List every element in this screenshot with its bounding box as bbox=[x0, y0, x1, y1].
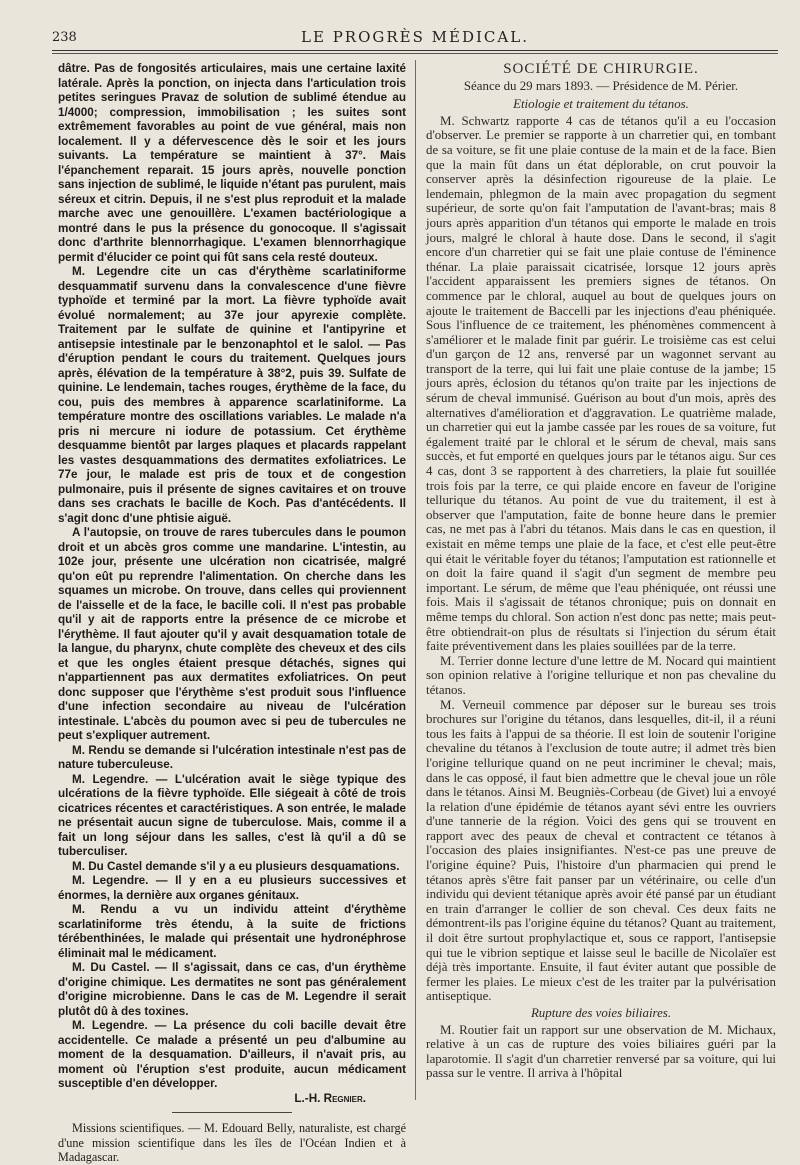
paragraph: M. Legendre. — L'ulcération avait le siège typique des ulcérations de la fièvre typhoïde. Elle siégeait à côté de trois cicatrices récentes et caractéristiques. A son entrée, le malade ne présentait aucun signe de tuberculose. Mais, comme il a fait un long séjour dans les salles, c'est là qu'il a dû se tuberculiser. bbox=[58, 772, 406, 858]
right-column bbox=[426, 62, 776, 1102]
seance-line: Séance du 29 mars 1893. — Présidence de M. Périer. bbox=[463, 78, 739, 93]
paragraph: M. Rendu se demande si l'ulcération intestinale n'est pas de nature tuberculeuse. bbox=[58, 743, 406, 771]
paragraph: M. Legendre. — La présence du coli bacille devait être accidentelle. Ce malade a présenté un peu d'albumine au moment de la desquamation. D'ailleurs, il n'avait pris, au moment où l'éruption s'est produite, aucun médicament susceptible d'en développer. bbox=[58, 1019, 406, 1090]
paragraph: A l'autopsie, on trouve de rares tubercules dans le poumon droit et un abcès gros comme une mandarine. L'intestin, au 102e jour, présente une ulcération non cicatrisée, malgré qu'on eût pu reprendre l'alimentation. On cherche dans les squames un microbe. On trouve, dans celles qui proviennent de l'aisselle et de la face, le bacille coli. Il n'est pas probable qu'il y ait de rapports entre la présence de ce microbe et l'érythème. Il faut ajouter qu'il y avait desquamation totale de la langue, du pharynx, chute complète des cheveux et des cils et que les ongles étaient presque détachés, signes qui n'appartiennent pas aux dermatites exfoliatrices. On peut donc supposer que l'érythème s'est produit sous l'influence d'une infection secondaire au niveau de l'ulcération intestinale. L'abcès du poumon avec si peu de tubercules ne peut s'expliquer autrement. bbox=[58, 526, 406, 742]
section-rule bbox=[172, 1112, 292, 1113]
paragraph: M. Legendre. — Il y en a eu plusieurs successives et énormes, la dernière aux organes génitaux. bbox=[58, 874, 406, 902]
author-signature: L.-H. Regnier. bbox=[294, 1091, 366, 1105]
missions-notice: Missions scientifiques. — M. Edouard Belly, naturaliste, est chargé d'une mission scientifique dans les îles de l'Océan Indien et à Madagascar. bbox=[58, 1121, 406, 1164]
paragraph: dâtre. Pas de fongosités articulaires, mais une certaine laxité latérale. Après la ponction, on injecta dans l'articulation trois petites seringues Pravaz de solution de sublimé étendue au 1/4000; compression, immobilisation ; les suites sont extrêmement favorables au point de vue général, mais non localement. Il y a défervescence dès le soir et les jours suivants. La température se maintient à 37°. Mais l'épanchement reparait. 15 jours après, nouvelle ponction sans injection de sublimé, le liquide n'étant pas purulent, mais séreux et citrin. Depuis, il ne s'est plus reproduit et la malade marche avec une genouillère. L'examen bactériologique a montré dans le pus la présence du gonocoque. Il s'agissait donc d'arthrite blennorrhagique. L'examen blennorrhagique permit d'élucider ce point qui fût sans cela resté douteux. bbox=[58, 62, 406, 264]
paragraph: M. Rendu a vu un individu atteint d'érythème scarlatiniforme très étendu, à la suite de frictions térébenthinées, le malade qui présentait une hydronéphrose éliminait mal le médicament. bbox=[58, 903, 406, 960]
society-title: SOCIÉTÉ DE CHIRURGIE. bbox=[503, 61, 699, 77]
paragraph: M. Verneuil commence par déposer sur le bureau ses trois brochures sur l'origine du tétanos, dans lesquelles, dit-il, il a réuni tous les faits à l'appui de sa théorie. Il est loin de soutenir l'origine chevaline du tétanos à l'exclusion de toute autre; il admet très bien l'origine tellurique quand on ne peut incriminer le cheval; mais, dans le cas opposé, il faut bien admettre que le cheval joue un rôle dans le tétanos. Ainsi M. Beugniès-Corbeau (de Givet) lui a envoyé la relation d'une épidémie de tétanos ayant sévi entre les ouvriers d'une tannerie de la région. Voici des gens qui se trouvent en rapport avec des peaux de cheval et contractent ce tétanos à l'occasion des plaies insignifiantes. N'est-ce pas une preuve de l'origine équine? Puis, l'histoire d'un pharmacien qui prend le tétanos après s'être fait panser par un vétérinaire, ou celle d'un individu qui devient tétanique après avoir été pansé par un étudiant en train d'arranger le collier de son cheval. Ces deux faits ne démontrent-ils pas l'origine équine du tétanos? Quant au traitement, il doit être surtout prophylactique et, sous ce rapport, l'antisepsie qui tue le vibrion septique et laisse seul le bacille de Nicolaïer est déjà très importante. Ensuite, il faut éviter autant que possible de fermer les plaies. Le mieux c'est de les traiter par la pulvérisation antiseptique. bbox=[426, 697, 776, 1004]
paragraph: M. Du Castel demande s'il y a eu plusieurs desquamations. bbox=[72, 859, 400, 873]
paragraph: M. Schwartz rapporte 4 cas de tétanos qu'il a eu l'occasion d'observer. Le premier se rapporte à un charretier qui, en tombant de sa voiture, se fit une plaie contuse de la main et de la face. Bien que la main fût dans un état déplorable, on crut pouvoir la conserver après la désinfection rigoureuse de la plaie. Le lendemain, phlegmon de la main avec propagation du segment supérieur, de sorte qu'on fait l'amputation de l'avant-bras; mais 8 jours après apparition d'un tétanos qui emporte le malade en trois jours, malgré le chloral à haute dose. Dans le second, il s'agit encore d'un charretier qui se fait une plaie contuse de l'éminence thénar. La plaie paraissait cicatrisée, lorsque 12 jours après l'accident apparaissent les premiers signes de tétanos. On commence par le chloral, auquel au bout de quelques jours on ajoute le traitement de Baccelli par les injections d'eau phéniquée. Sous l'influence de ce traitement, les phénomènes commencent à s'améliorer et le malade finit par guérir. Le troisième cas est celui d'un garçon de 12 ans, renversé par un wagonnet servant au transport de la terre, qui lui fait une plaie contuse de la jambe; 15 jours après, éclosion du tétanos qu'on traite par les injections de sérum de cheval immunisé. Guérison au bout d'un mois, après des alternatives d'amélioration et d'aggravation. Le quatrième malade, un charretier qui eut la jambe cassée par les roues de sa voiture, fut également traité par le chloral et le sérum de cheval, mais sans succès, et fut emporté en quelques jours par le tétanos aigu. Sur ces 4 cas, dont 3 se rapportent à des charretiers, la plaie fut souillée trois fois par la terre, ce qui plaide encore en faveur de l'origine tellurique du tétanos. Au point de vue du traitement, il est à observer que l'amputation, faite de bonne heure dans le premier cas, ne met pas à l'abri du tétanos. Mais dans le cas en question, il existait en même temps une plaie de la face, et c'est elle peut-être qui était le véritable foyer du tétanos; l'amputation est rationnelle et on doit la faire quand il s'agit d'un segment de membre peu important. Le sérum, de même que l'eau phéniquée, ont réussi une fois. Mais il s'agissait de tétanos chronique; puis on donnait en même temps du chloral. Son action n'est donc pas nette; mais peut-être obtiendrait-on plus de résultats si l'injection du sérum était faite préventivement dans les plaies souillées par de la terre. bbox=[426, 113, 776, 654]
header-rule bbox=[52, 53, 778, 54]
page-number: 238 bbox=[52, 30, 77, 45]
page-header bbox=[52, 24, 778, 51]
running-title: LE PROGRÈS MÉDICAL. bbox=[301, 28, 529, 46]
section-subtitle: Etiologie et traitement du tétanos. bbox=[513, 97, 689, 112]
paragraph: M. Du Castel. — Il s'agissait, dans ce cas, d'un érythème d'origine chimique. Les dermatites ne sont pas généralement d'origine microbienne. Dans le cas de M. Legendre il serait plutôt dû à des toxines. bbox=[58, 961, 406, 1018]
section-subtitle: Rupture des voies biliaires. bbox=[530, 1006, 672, 1020]
column-divider bbox=[415, 60, 416, 1100]
paragraph: M. Legendre cite un cas d'érythème scarlatiniforme desquammatif survenu dans la convalescence d'une fièvre typhoïde et terminé par la mort. La fièvre typhoïde avait évolué normalement; au 37e jour apyrexie complète. Traitement par le sulfate de quinine et l'antipyrine et antisepsie intestinale par le benzonaphtol et le salol. — Pas d'éruption pendant le cours du traitement. Quelques jours après, élévation de la température à 38°2, puis 39. Sulfate de quinine. Le lendemain, taches rouges, érythème de la face, du cou, puis des membres à apparence scarlatiniforme. La température montre des oscillations variables. Le malade n'a pris ni mercure ni iodure de potassium. Cet érythème desquamme bientôt par larges plaques et placards rappelant les vastes desquammations des dermatites exfoliatrices. Le 77e jour, le malade est pris de toux et de congestion pulmonaire, puis il présente de signes cavitaires et on trouve dans ses crachats le bacille de Koch. Pas d'antécédents. Il s'agit donc d'une phtisie aiguë. bbox=[58, 265, 406, 525]
left-column bbox=[58, 62, 406, 1164]
paragraph: M. Routier fait un rapport sur une observation de M. Michaux, relative à un cas de rupture des voies biliaires guéri par la laparotomie. Il s'agit d'un charretier renversé par sa voiture, qui lui passa sur le ventre. Il arriva à l'hôpital bbox=[426, 1022, 776, 1081]
paragraph: M. Terrier donne lecture d'une lettre de M. Nocard qui maintient son opinion relative à l'origine tellurique et non pas chevaline du tétanos. bbox=[426, 653, 776, 697]
